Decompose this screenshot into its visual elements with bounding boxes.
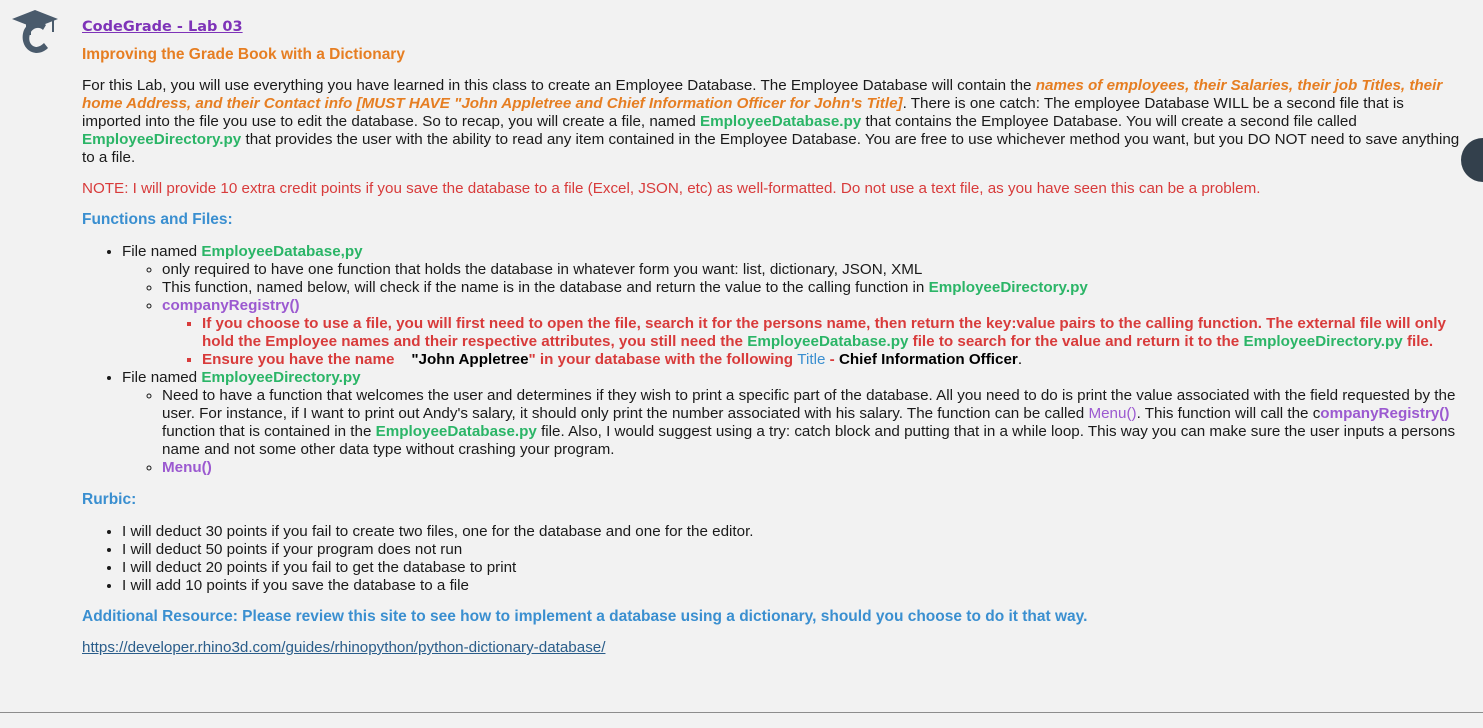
nested-list-item	[202, 315, 1462, 351]
assignment-title-link[interactable]: CodeGrade - Lab 03	[82, 19, 243, 35]
rubric-heading: Rurbic:	[82, 491, 137, 508]
nested-text: " in your database with the following	[528, 351, 798, 368]
additional-resource-heading: Additional Resource: Please review this site to see how to implement a database using a dictionary, should you choose to do it that way.	[82, 608, 1088, 625]
nested-text: file.	[1402, 333, 1434, 350]
assignment-subtitle: Improving the Grade Book with a Dictionary	[82, 46, 405, 63]
sub-list-item	[162, 297, 1462, 369]
function-name: Menu()	[162, 459, 212, 476]
sub-list-item	[162, 459, 1462, 477]
functions-heading: Functions and Files:	[82, 211, 233, 228]
intro-text-3: that contains the Employee Database. You will create a second file called	[861, 113, 1357, 130]
nested-text: -	[825, 351, 839, 368]
intro-emphasis: names of employees, their Salaries, their job Titles, their home Address, and their Contact info [MUST HAVE "John Appletree and Chief Information Officer for John's Title]	[82, 77, 1443, 112]
sub-item-text: file. Also, I would suggest using a try: catch block and putting that in a while loop. This way you can make sure the user inputs a persons name and not some other data type without crashing your program.	[162, 423, 1456, 458]
sub-list	[122, 387, 1462, 477]
employee-name: "John Appletree	[411, 351, 529, 368]
side-panel-toggle-button[interactable]	[1461, 138, 1483, 182]
nested-text: .	[1017, 351, 1023, 368]
assignment-content	[82, 18, 1462, 657]
file-label: File named	[122, 243, 202, 260]
sub-item-text: Need to have a function that welcomes the user and determines if they wish to print a specific part of the database. All you need to do is print the value associated with the field requested by the user. For instance, if I want to print out Andy's salary, it should only print the number associated with his salary. The function can be called	[162, 387, 1456, 422]
functions-list	[82, 243, 1462, 477]
nested-text: Ensure you have the name	[202, 351, 412, 368]
intro-text-1: For this Lab, you will use everything you have learned in this class to create an Employee Database. The Employee Database will contain the	[82, 77, 1036, 94]
function-name: Menu()	[1088, 405, 1137, 422]
rubric-item: • I will add 10 points if you save the database to a file	[122, 577, 1462, 595]
nested-list-item	[202, 351, 1462, 369]
file-name-database: EmployeeDatabase.py	[700, 113, 862, 130]
file-name: EmployeeDatabase.py	[375, 423, 537, 440]
nested-text: file to search for the value and return it to the	[908, 333, 1244, 350]
employee-role: Chief Information Officer	[838, 351, 1018, 368]
file-name: EmployeeDirectory.py	[201, 369, 361, 386]
note-paragraph: NOTE: I will provide 10 extra credit points if you save the database to a file (Excel, JSON, etc) as well-formatted. Do not use a text file, as you have seen this can be a problem.	[82, 180, 1261, 197]
title-label: Title	[797, 351, 826, 368]
file-label: File named	[122, 369, 202, 386]
sub-item-text: . This function will call the c	[1136, 405, 1321, 422]
file-name-directory: EmployeeDirectory.py	[82, 131, 242, 148]
file-name: EmployeeDatabase.py	[747, 333, 909, 350]
nested-list	[162, 315, 1462, 369]
function-name: companyRegistry()	[162, 297, 300, 314]
rubric-item: • I will deduct 20 points if you fail to get the database to print	[122, 559, 1462, 577]
rubric-item: • I will deduct 50 points if your program does not run	[122, 541, 1462, 559]
sub-list-item	[162, 279, 1462, 297]
sub-list	[122, 261, 1462, 369]
file-name: EmployeeDatabase,py	[201, 243, 363, 260]
sub-list-item	[162, 387, 1462, 459]
resource-link[interactable]: https://developer.rhino3d.com/guides/rhinopython/python-dictionary-database/	[82, 639, 606, 656]
file-name: EmployeeDirectory.py	[928, 279, 1088, 296]
bottom-divider	[0, 712, 1483, 713]
rubric-item: • I will deduct 30 points if you fail to create two files, one for the database and one for the editor.	[122, 523, 1462, 541]
rubric-list	[82, 523, 1462, 595]
sub-item-text: This function, named below, will check if the name is in the database and return the value to the calling function in	[162, 279, 929, 296]
graduation-cap-logo-icon	[10, 8, 60, 60]
nested-text: If you choose to use a file, you will first need to open the file, search it for the persons name, then return the key:value pairs to the calling function. The external file will only hold the Employee names and their respective attributes, you still need the	[202, 315, 1446, 350]
list-item	[122, 369, 1462, 477]
function-name: ompanyRegistry()	[1320, 405, 1450, 422]
file-name: EmployeeDirectory.py	[1243, 333, 1403, 350]
sub-item-text: function that is contained in the	[162, 423, 376, 440]
sub-list-item: ◦ only required to have one function that holds the database in whatever form you want: list, dictionary, JSON, XML	[162, 261, 1462, 279]
intro-text-4: that provides the user with the ability to read any item contained in the Employee Database. You are free to use whichever method you want, but you DO NOT need to save anything to a file.	[82, 131, 1460, 166]
intro-paragraph	[82, 77, 1462, 167]
intro-text-2: . There is one catch: The employee Database WILL be a second file that is imported into the file you use to edit the database. So to recap, you will create a file, named	[82, 95, 1404, 130]
list-item	[122, 243, 1462, 369]
